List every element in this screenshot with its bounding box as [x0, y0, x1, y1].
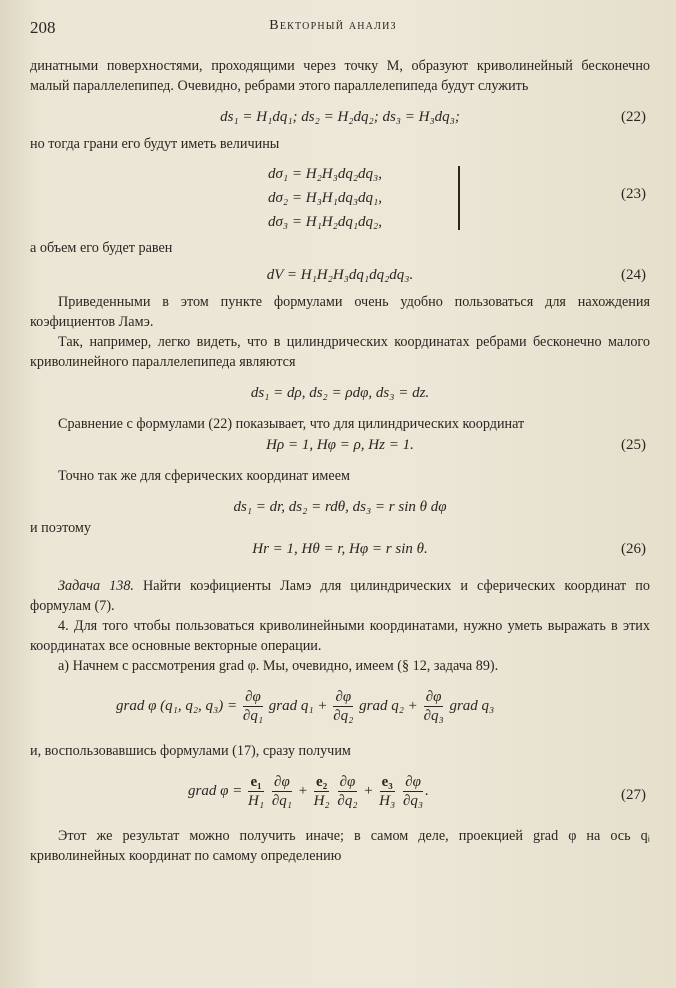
page-body	[30, 56, 650, 866]
grad-q3-term: grad q₃	[449, 697, 495, 714]
equation-cylindrical-edges-body: ds₁ = dρ, ds₂ = ρdφ, ds₃ = dz.	[250, 385, 430, 401]
equation-25-number: (25)	[621, 437, 646, 453]
paragraph-intro: динатными поверхностями, проходящими через точку M, образуют криволинейный бесконечно малый параллелепипед. Очевидно, ребрами этого параллелепипеда будут служить	[30, 58, 650, 94]
fraction-dphi-dq2: $\frac{\partial\varphi}{\text{∂q₂}}$	[333, 689, 354, 724]
paragraph-lame: Приведенными в этом пункте формулами очень удобно пользоваться для нахождения коэфициентов Ламэ.	[30, 294, 650, 330]
equation-22	[30, 106, 650, 128]
paragraph-grad-intro: а) Начнем с рассмотрения grad φ. Мы, очевидно, имеем (§ 12, задача 89).	[58, 658, 499, 674]
grad-q2-term: grad q₂ +	[359, 697, 418, 714]
equation-22-body: ds₁ = H₁dq₁; ds₂ = H₂dq₂; ds₃ = H₃dq₃;	[220, 109, 460, 125]
grad-q1-term: grad q₁ +	[268, 697, 328, 714]
fraction-dphi-dq1-b: $\frac{\partial\varphi}{\text{∂q₁}}$	[271, 774, 292, 809]
fraction-dphi-dq3: $\frac{\partial\varphi}{\text{∂q₃}}$	[423, 689, 444, 724]
equation-26-number: (26)	[621, 541, 646, 557]
paragraph-section-4: 4. Для того чтобы пользоваться криволинейными координатами, нужно уметь выражать в этих координатах все основные векторные операции.	[30, 618, 650, 654]
fraction-dphi-dq2-b: $\frac{\partial\varphi}{\text{∂q₂}}$	[337, 774, 358, 809]
task-label: Задача 138.	[58, 578, 134, 594]
fraction-dphi-dq3-b: $\frac{\partial\varphi}{\text{∂q₃}}$	[402, 774, 424, 809]
equation-24	[30, 264, 650, 286]
equation-23-line-1: dσ₁ = H₂H₃dq₂dq₃,	[268, 166, 383, 182]
paragraph-spherical: Точно так же для сферических координат имеем	[58, 468, 350, 484]
equation-27-number: (27)	[621, 787, 646, 803]
paragraph-using-17: и, воспользовавшись формулами (17), сразу получим	[30, 743, 351, 759]
paragraph-task-138	[30, 576, 650, 616]
equation-22-number: (22)	[621, 109, 646, 125]
equation-23-brace	[458, 166, 460, 230]
equation-26	[30, 538, 650, 560]
paragraph-therefore: и поэтому	[30, 520, 91, 536]
equation-spherical-edges-body: ds₁ = dr, ds₂ = rdθ, ds₃ = r sin θ dφ	[233, 499, 447, 515]
equation-23	[30, 160, 650, 238]
fraction-e3-h3: $\frac{\text{e₃}}{\text{H₃}}$	[379, 774, 396, 809]
plus-sign-1: +	[297, 782, 308, 799]
equation-27: grad φ = $\frac{\text{e₁}}{\text{H₁}}$ $\frac{\partial\varphi}{\text{∂q₁}}$ + $\frac{\text{e₂}}{\text{H₂}}$ $\frac{\partial\varphi}{\text{∂q₂}}$ + $\frac{\text{e₃}}{\text{H₃}}$ $\frac{\partial\varphi}{\text{∂q₃}}$ . (27)	[188, 774, 646, 809]
fraction-dphi-dq1: $\frac{\partial\varphi}{\text{∂q₁}}$	[242, 689, 264, 724]
equation-26-body: Hr = 1, Hθ = r, Hφ = r sin θ.	[252, 541, 428, 557]
equation-23-line-2: dσ₂ = H₃H₁dq₃dq₁,	[268, 190, 383, 206]
grad-expansion-lhs: grad φ (q₁, q₂, q₃) =	[116, 697, 238, 714]
page-header	[30, 18, 636, 42]
paragraph-comparison: Сравнение с формулами (22) показывает, что для цилиндрических координат	[58, 416, 525, 432]
page-number: 208	[30, 18, 56, 37]
fraction-e2-h2: $\frac{\text{e₂}}{\text{H₂}}$	[313, 774, 330, 809]
equation-25-body: Hρ = 1, Hφ = ρ, Hz = 1.	[266, 437, 414, 453]
equation-27-lhs: grad φ =	[188, 782, 243, 799]
plus-sign-2: +	[363, 782, 374, 799]
equation-25	[30, 434, 650, 456]
equation-24-body: dV = H₁H₂H₃dq₁dq₂dq₃.	[266, 267, 414, 283]
running-title: Векторный анализ	[269, 18, 397, 33]
paragraph-volume: а объем его будет равен	[30, 240, 173, 256]
equation-spherical-edges	[30, 496, 650, 518]
equation-cylindrical-edges	[30, 382, 650, 404]
paragraph-alternative: Этот же результат можно получить иначе; в самом деле, проекцией grad φ на ось qᵢ криволинейных координат по самому определению	[30, 828, 650, 864]
paragraph-faces: но тогда грани его будут иметь величины	[30, 136, 280, 152]
task-text: Найти коэфициенты Ламэ для цилиндрических и сферических координат по формулам (7).	[30, 578, 650, 614]
fraction-e1-h1: $\frac{\text{e₁}}{\text{H₁}}$	[248, 774, 265, 809]
equation-23-number: (23)	[621, 186, 646, 202]
equation-24-number: (24)	[621, 267, 646, 283]
equation-grad-expansion	[30, 688, 650, 725]
equation-23-line-3: dσ₃ = H₁H₂dq₁dq₂,	[268, 214, 383, 230]
paragraph-cylindrical: Так, например, легко видеть, что в цилиндрических координатах ребрами бесконечно малого криволинейного параллелепипеда являются	[30, 334, 650, 370]
